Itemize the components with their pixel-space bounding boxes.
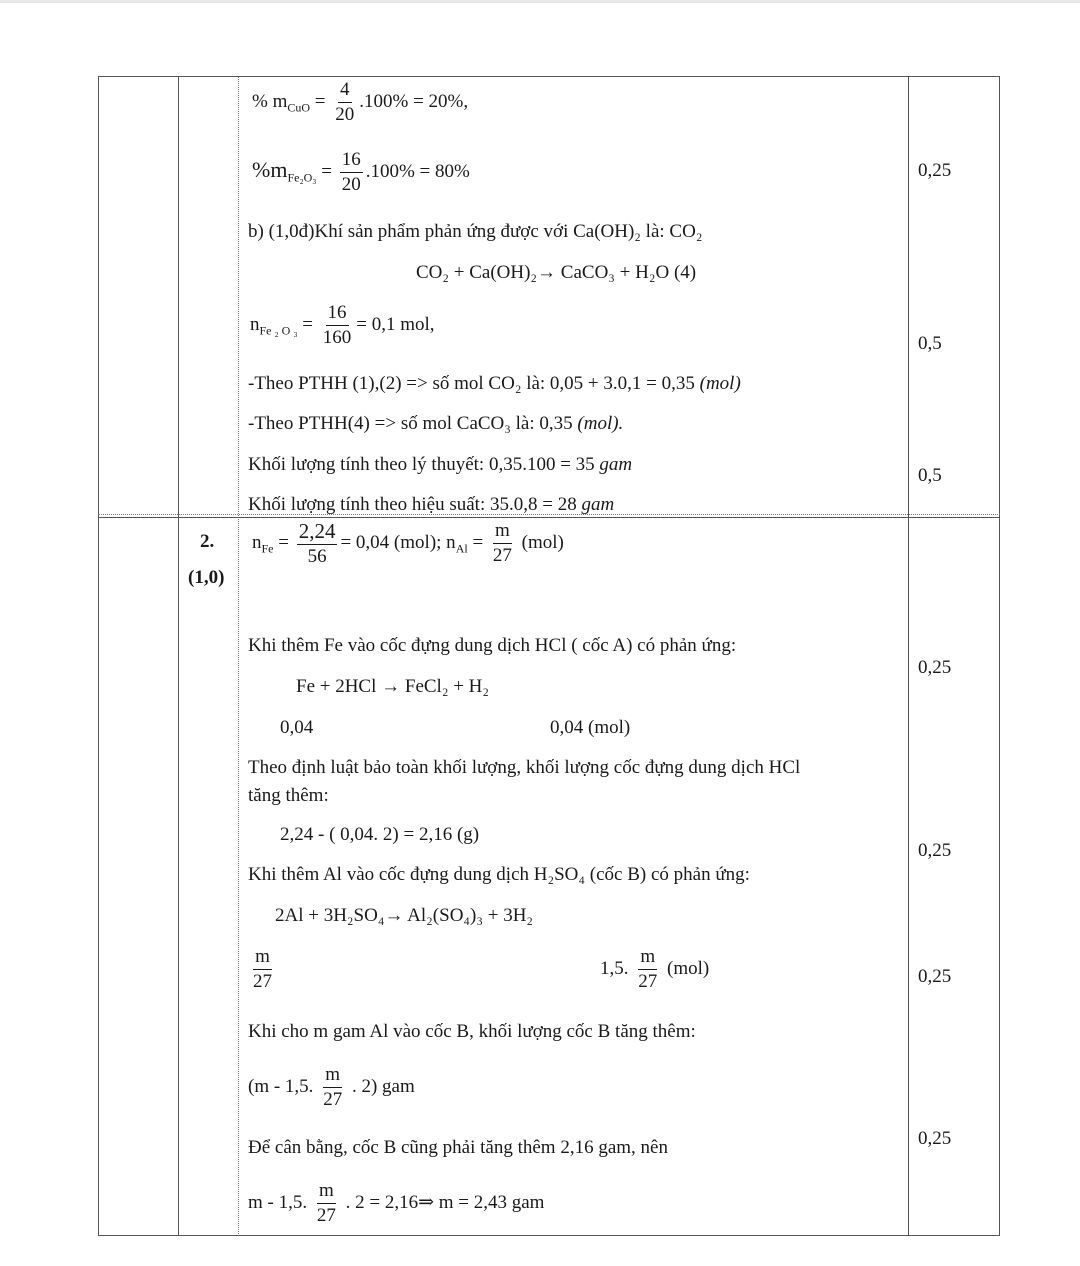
conservation-line-2: tăng thêm: (248, 785, 329, 806)
pct-fe2o3-formula: $\%m_{Fe_2O_3}$ = $\frac{16}{20}$ .100% = 80% (252, 149, 470, 195)
final-result: m - 1,5. $\frac{m}{27}$ . 2 = 2,16⇒ m = 2,43 gam (248, 1180, 545, 1226)
theo-pthh-1-2: -Theo PTHH (1),(2) => số mol CO₂ là: 0,05 + 3.0,1 = 0,35 (mol) (248, 373, 741, 394)
n-fe2o3-formula: $n_{Fe _2 O _3}$ = $\frac{16}{160}$ = 0,1 mol, (250, 302, 435, 348)
table-col1-border (178, 76, 179, 1236)
score-cell: 0,25 (918, 966, 952, 987)
table-left-border (98, 76, 99, 1236)
table-col3-border (908, 76, 909, 1236)
row-separator-solid (98, 517, 1000, 518)
score-cell: 0,25 (918, 160, 952, 181)
table-col2-border (238, 76, 239, 1236)
question-points: (1,0) (188, 567, 225, 588)
mass-gain-a: 2,24 - ( 0,04. 2) = 2,16 (g) (280, 824, 480, 845)
table-bottom-border (98, 1235, 1000, 1236)
top-edge (0, 0, 1080, 3)
mol-fe-left: 0,04 (280, 717, 314, 738)
fraction: $\frac{16}{20}$ (341, 149, 361, 195)
mol-fe-right: 0,04 (mol) (550, 717, 631, 738)
fraction: $\frac{2,24}{56}$ (298, 519, 336, 568)
question-number: 2. (200, 531, 215, 552)
theo-pthh-4: -Theo PTHH(4) => số mol CaCO₃ là: 0,35 (mol). (248, 413, 624, 434)
part-b-intro: b) (1,0đ)Khí sản phẩm phản ứng được với Ca(OH)₂ là: CO₂ (248, 221, 703, 242)
fraction: $\frac{4}{20}$ (335, 79, 355, 125)
pct-cuo-formula: % $m_{CuO}$ = $\frac{4}{20}$ .100% = 20%, (252, 79, 469, 125)
fraction: $\frac{m}{27}$ (492, 520, 512, 566)
balance-text: Để cân bằng, cốc B cũng phải tăng thêm 2,16 gam, nên (248, 1137, 668, 1158)
mass-gain-b-text: Khi cho m gam Al vào cốc B, khối lượng cốc B tăng thêm: (248, 1021, 696, 1042)
score-cell: 0,25 (918, 1128, 952, 1149)
mol-al (248, 947, 277, 992)
fraction: $\frac{m}{27}$ (323, 1064, 343, 1110)
add-fe-text: Khi thêm Fe vào cốc đựng dung dịch HCl ( cốc A) có phản ứng: (248, 635, 737, 656)
conservation-line-1: Theo định luật bảo toàn khối lượng, khối lượng cốc đựng dung dịch HCl (248, 757, 801, 778)
score-cell: 0,25 (918, 657, 952, 678)
mol-h2: 1,5. $\frac{m}{27}$ (mol) (600, 946, 710, 992)
equation-4: CO₂ + Ca(OH)₂→ CaCO₃ + H₂O (4) (416, 262, 697, 283)
theoretical-mass: Khối lượng tính theo lý thuyết: 0,35.100 = 35 gam (248, 454, 633, 475)
fraction: $\frac{m}{27}$ (638, 946, 658, 992)
equation-fe-hcl: Fe + 2HCl → FeCl₂ + H₂ (296, 676, 490, 697)
score-cell: 0,25 (918, 840, 952, 861)
table-right-border (999, 76, 1000, 1236)
fraction: $\frac{m}{27}$ (316, 1180, 336, 1226)
table-top-border (98, 76, 1000, 77)
score-cell: 0,5 (918, 333, 942, 354)
score-cell: 0,5 (918, 465, 942, 486)
actual-mass: Khối lượng tính theo hiệu suất: 35.0,8 = 28 gam (248, 494, 615, 515)
mass-gain-b-formula: (m - 1,5. $\frac{m}{27}$ . 2) gam (248, 1064, 415, 1110)
fraction: $\frac{16}{160}$ (322, 302, 352, 348)
equation-al-h2so4: 2Al + 3H₂SO₄→ Al₂(SO₄)₃ + 3H₂ (275, 905, 534, 926)
n-fe-n-al-formula: $n_{Fe}$ = $\frac{2,24}{56}$ = 0,04 (mol); $n_{Al}$ = $\frac{m}{27}$ (mol) (252, 519, 564, 568)
add-al-text: Khi thêm Al vào cốc đựng dung dịch H₂SO₄ (cốc B) có phản ứng: (248, 864, 750, 885)
fraction: $\frac{m}{27}$ (253, 946, 272, 992)
